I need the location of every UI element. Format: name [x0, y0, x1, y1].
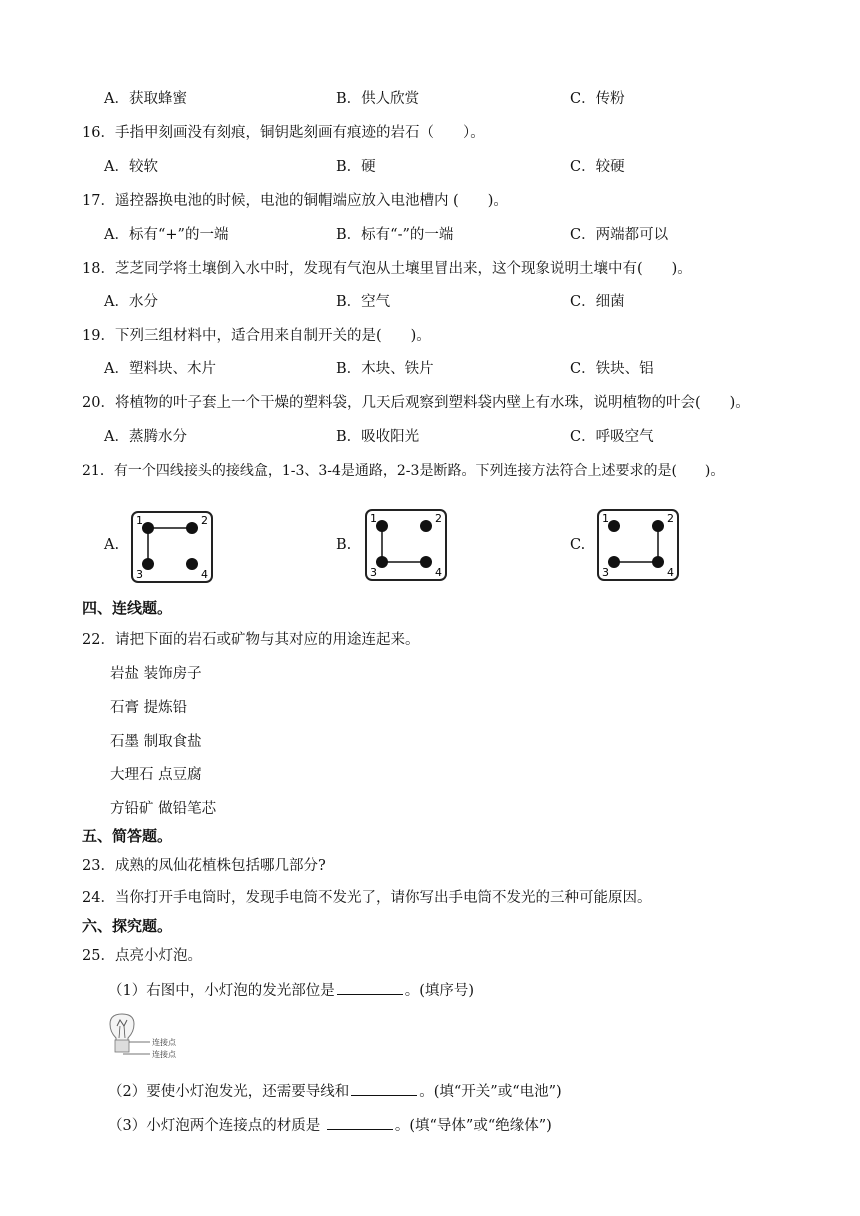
q19-option-c: C．铁块、铝 — [570, 361, 654, 377]
q25-s2-hint: 。(填“开关”或“电池”) — [419, 1084, 562, 1100]
q17-option-a: A．标有“+”的一端 — [104, 227, 229, 243]
q24-stem: 24．当你打开手电筒时，发现手电筒不发光了，请你写出手电筒不发光的三种可能原因。 — [82, 890, 652, 906]
q16-stem: 16．手指甲刻画没有刻痕，铜钥匙刻画有痕迹的岩石（ ）。 — [82, 125, 485, 141]
answer-blank[interactable] — [327, 1115, 393, 1130]
terminal-1-label: 1 — [136, 514, 143, 527]
q21-option-a-label: A. — [104, 537, 120, 553]
q22-stem: 22．请把下面的岩石或矿物与其对应的用途连起来。 — [82, 632, 420, 648]
q25-s1-text: （1）右图中，小灯泡的发光部位是 — [108, 983, 335, 999]
q15-option-b: B．供人欣赏 — [336, 91, 420, 107]
junction-box-figure-b — [362, 506, 450, 584]
terminal-2-label: 2 — [667, 512, 674, 525]
q25-subquestion-1 — [108, 980, 474, 1001]
q15-option-a: A．获取蜂蜜 — [104, 91, 187, 107]
q25-s1-hint: 。(填序号) — [404, 983, 475, 999]
q17-option-b: B．标有“-”的一端 — [336, 227, 454, 243]
q22-pair: 岩盐 装饰房子 — [110, 666, 202, 682]
terminal-4-label: 4 — [667, 566, 674, 579]
q25-subquestion-2 — [108, 1081, 562, 1102]
q25-s3-text: （3）小灯泡两个连接点的材质是 — [108, 1118, 325, 1134]
answer-blank[interactable] — [351, 1081, 417, 1096]
q21-option-b-label: B. — [336, 537, 352, 553]
q21-option-c-label: C. — [570, 537, 586, 553]
q18-stem: 18．芝芝同学将土壤倒入水中时，发现有气泡从土壤里冒出来，这个现象说明土壤中有( )。 — [82, 261, 692, 277]
terminal-3-label: 3 — [136, 568, 143, 581]
connection-point-label: 连接点 — [152, 1038, 176, 1047]
q22-pair: 石墨 制取食盐 — [110, 734, 202, 750]
q25-subquestion-3 — [108, 1115, 552, 1136]
light-bulb-figure — [104, 1010, 196, 1062]
q25-s2-text: （2）要使小灯泡发光，还需要导线和 — [108, 1084, 350, 1100]
terminal-4-label: 4 — [201, 568, 208, 581]
q16-option-a: A．较软 — [104, 159, 158, 175]
q25-stem: 25．点亮小灯泡。 — [82, 948, 202, 964]
q22-pair: 大理石 点豆腐 — [110, 767, 202, 783]
q18-option-b: B．空气 — [336, 294, 391, 310]
q15-option-c: C．传粉 — [570, 91, 625, 107]
junction-box-figure-c — [594, 506, 682, 584]
q25-s3-hint: 。(填“导体”或“绝缘体”) — [394, 1118, 552, 1134]
connection-point-label: 连接点 — [152, 1050, 176, 1059]
terminal-1-label: 1 — [370, 512, 377, 525]
q20-option-b: B．吸收阳光 — [336, 429, 420, 445]
terminal-3-label: 3 — [602, 566, 609, 579]
q19-stem: 19．下列三组材料中，适合用来自制开关的是( )。 — [82, 328, 431, 344]
answer-blank[interactable] — [337, 980, 403, 995]
q19-option-b: B．木块、铁片 — [336, 361, 434, 377]
section-heading-matching: 四、连线题。 — [82, 599, 173, 617]
terminal-3-label: 3 — [370, 566, 377, 579]
q21-stem: 21．有一个四线接头的接线盒，1-3、3-4是通路，2-3是断路。下列连接方法符合上述要求的是( )。 — [82, 463, 725, 479]
q22-pair: 方铅矿 做铅笔芯 — [110, 801, 217, 817]
q18-option-c: C．细菌 — [570, 294, 625, 310]
q18-option-a: A．水分 — [104, 294, 158, 310]
terminal-1-label: 1 — [602, 512, 609, 525]
q17-option-c: C．两端都可以 — [570, 227, 669, 243]
section-heading-short-answer: 五、简答题。 — [82, 827, 173, 845]
q17-stem: 17．遥控器换电池的时候，电池的铜帽端应放入电池槽内 ( )。 — [82, 193, 508, 209]
q22-pair: 石膏 提炼铅 — [110, 700, 188, 716]
terminal-4-label: 4 — [435, 566, 442, 579]
q20-option-c: C．呼吸空气 — [570, 429, 654, 445]
q16-option-c: C．较硬 — [570, 159, 625, 175]
q20-stem: 20．将植物的叶子套上一个干燥的塑料袋，几天后观察到塑料袋内壁上有水珠，说明植物的叶会( )。 — [82, 395, 750, 411]
q23-stem: 23．成熟的凤仙花植株包括哪几部分? — [82, 858, 326, 874]
q16-option-b: B．硬 — [336, 159, 376, 175]
junction-box-figure-a — [128, 508, 216, 586]
q19-option-a: A．塑料块、木片 — [104, 361, 216, 377]
terminal-2-label: 2 — [435, 512, 442, 525]
terminal-2-label: 2 — [201, 514, 208, 527]
q20-option-a: A．蒸腾水分 — [104, 429, 187, 445]
section-heading-inquiry: 六、探究题。 — [82, 917, 173, 935]
